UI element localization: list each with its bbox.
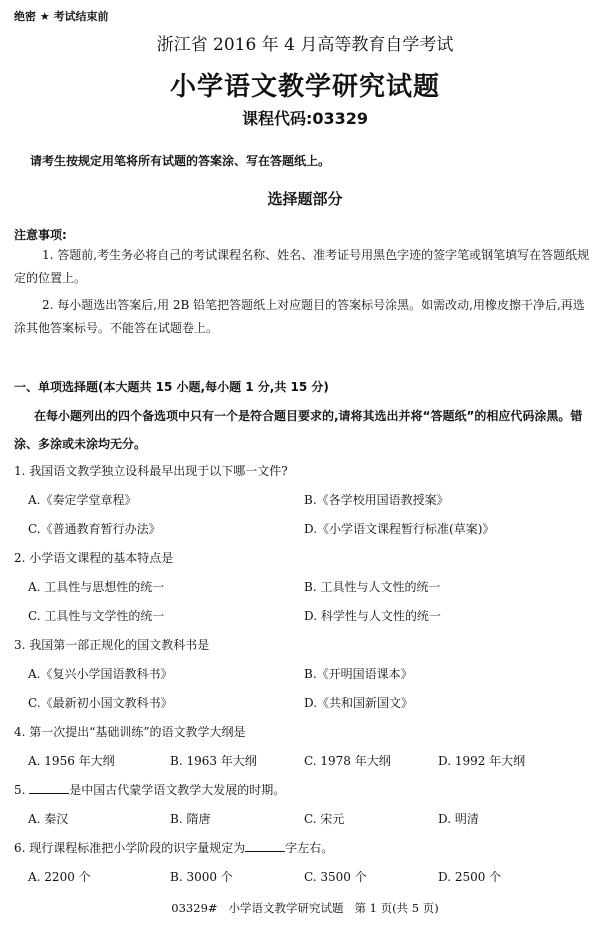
option: D. 明清 [438, 812, 479, 826]
option: B. 3000 个 [170, 870, 233, 884]
note-item: 2. 每小题选出答案后,用 2B 铅笔把答题纸上对应题目的答案标号涂黑。如需改动,用橡皮擦干净后,再选涂其他答案标号。不能答在试题卷上。 [14, 298, 585, 335]
option: A. 秦汉 [28, 812, 69, 826]
notes-heading: 注意事项: [14, 228, 67, 242]
option: C.《普通教育暂行办法》 [28, 522, 161, 536]
question-stem: 3. 我国第一部正规化的国文教科书是 [14, 638, 210, 652]
part-heading: 选择题部分 [267, 190, 343, 208]
option: B.《开明国语课本》 [304, 667, 413, 681]
option: D. 1992 年大纲 [438, 754, 526, 768]
option: C. 工具性与文学性的统一 [28, 609, 165, 623]
option: A. 1956 年大纲 [28, 754, 115, 768]
question-text: 字左右。 [285, 841, 334, 855]
option: C.《最新初小国文教科书》 [28, 696, 173, 710]
course-code: 课程代码:03329 [241, 109, 369, 128]
section-title: 一、单项选择题(本大题共 15 小题,每小题 1 分,共 15 分) [14, 380, 329, 394]
question-stem: 2. 小学语文课程的基本特点是 [14, 551, 174, 565]
note-item: 1. 答题前,考生务必将自己的考试课程名称、姓名、准考证号用黑色字迹的签字笔或钢笔填写在答题纸规定的位置上。 [14, 248, 590, 285]
option: B.《各学校用国语教授案》 [304, 493, 449, 507]
question-stem: 1. 我国语文教学独立设科最早出现于以下哪一文件? [14, 464, 288, 478]
question-stem [14, 839, 333, 856]
option: C. 1978 年大纲 [304, 754, 391, 768]
question-number: 5. [14, 783, 26, 797]
option: B. 隋唐 [170, 812, 211, 826]
confidentiality-mark: 绝密 ★ 考试结束前 [14, 10, 109, 23]
page-footer: 03329# 小学语文教学研究试题 第 1 页(共 5 页) [171, 901, 439, 915]
option: A. 2200 个 [28, 870, 91, 884]
question-stem [14, 781, 285, 798]
general-instruction: 请考生按规定用笔将所有试题的答案涂、写在答题纸上。 [30, 154, 331, 168]
question-text: 6. 现行课程标准把小学阶段的识字量规定为 [14, 841, 246, 855]
page-title: 小学语文教学研究试题 [169, 72, 440, 102]
option: D.《共和国新国文》 [304, 696, 414, 710]
option: B. 1963 年大纲 [170, 754, 257, 768]
option: C. 3500 个 [304, 870, 367, 884]
question-text: 是中国古代蒙学语文教学大发展的时期。 [69, 783, 286, 797]
option: D. 2500 个 [438, 870, 502, 884]
option: A.《奏定学堂章程》 [28, 493, 137, 507]
exam-name: 浙江省 2016 年 4 月高等教育自学考试 [156, 35, 454, 55]
question-stem: 4. 第一次提出“基础训练”的语文教学大纲是 [14, 725, 246, 739]
option: C. 宋元 [304, 812, 345, 826]
fill-blank [245, 839, 285, 852]
fill-blank [29, 781, 69, 794]
option: D.《小学语文课程暂行标准(草案)》 [304, 522, 495, 536]
option: D. 科学性与人文性的统一 [304, 609, 441, 623]
option: B. 工具性与人文性的统一 [304, 580, 441, 594]
option: A.《复兴小学国语教科书》 [28, 667, 173, 681]
option: A. 工具性与思想性的统一 [28, 580, 165, 594]
section-instruction: 在每小题列出的四个备选项中只有一个是符合题目要求的,请将其选出并将“答题纸”的相应代码涂黑。错涂、多涂或未涂均无分。 [14, 409, 583, 451]
